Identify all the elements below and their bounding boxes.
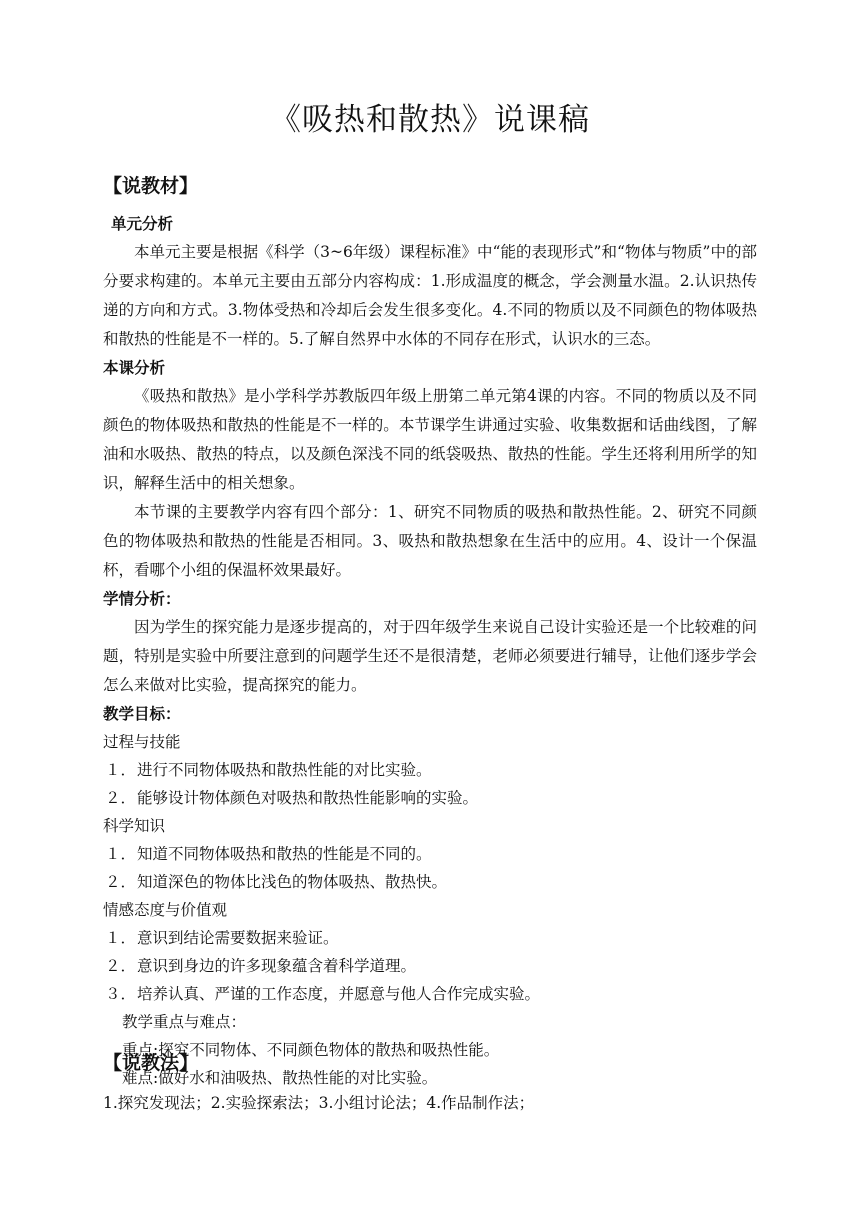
list-item: ２．能够设计物体颜色对吸热和散热性能影响的实验。 (105, 789, 479, 807)
unit-analysis-paragraph: 本单元主要是根据《科学（3~6年级）课程标准》中“能的表现形式”和“物体与物质”中的部分要求构建的。本单元主要由五部分内容构成：1.形成温度的概念，学会测量水温。2.认识热传递的方向和方式。3.物体受热和冷却后会发生很多变化。4.不同的物质以及不同颜色的物体吸热和散热的性能是不一样的。5.了解自然界中水体的不同存在形式，认识水的三态。 (103, 243, 757, 348)
key-difficult-label: 教学重点与难点： (122, 1013, 247, 1031)
list-item: ３．培养认真、严谨的工作态度，并愿意与他人合作完成实验。 (105, 985, 541, 1003)
main-content (103, 210, 757, 1092)
attitude-values-label: 情感态度与价值观 (103, 901, 228, 919)
list-item: ２．意识到身边的许多现象蕴含着科学道理。 (105, 957, 417, 975)
science-knowledge-label: 科学知识 (103, 817, 166, 835)
lesson-analysis-heading: 本课分析 (103, 359, 166, 377)
student-analysis-heading: 学情分析： (103, 590, 181, 608)
unit-analysis-heading: 单元分析 (111, 215, 174, 233)
list-item: １．进行不同物体吸热和散热性能的对比实验。 (105, 761, 432, 779)
list-item: １．知道不同物体吸热和散热的性能是不同的。 (105, 845, 432, 863)
section-heading-jiaofa: 【说教法】 (103, 1052, 199, 1074)
list-item: １．意识到结论需要数据来验证。 (105, 929, 339, 947)
section-heading-jiaocai: 【说教材】 (103, 175, 199, 197)
student-analysis-paragraph: 因为学生的探究能力是逐步提高的，对于四年级学生来说自己设计实验还是一个比较难的问题，特别是实验中所要注意到的问题学生还不是很清楚，老师必须要进行辅导，让他们逐步学会怎么来做对比实验，提高探究的能力。 (103, 618, 757, 694)
lesson-analysis-paragraph-2: 本节课的主要教学内容有四个部分：1、研究不同物质的吸热和散热性能。2、研究不同颜色的物体吸热和散热的性能是否相同。3、吸热和散热想象在生活中的应用。4、设计一个保温杯，看哪个小组的保温杯效果最好。 (103, 503, 757, 579)
document-title: 《吸热和散热》说课稿 (270, 102, 590, 138)
list-item: ２．知道深色的物体比浅色的物体吸热、散热快。 (105, 873, 448, 891)
goals-heading: 教学目标： (103, 705, 181, 723)
key-point: 重点:探究不同物体、不同颜色物体的散热和吸热性能。 (122, 1041, 500, 1059)
process-skills-label: 过程与技能 (103, 733, 181, 751)
teaching-methods-list: 1.探究发现法；2.实验探索法；3.小组讨论法；4.作品制作法； (103, 1094, 535, 1112)
lesson-analysis-paragraph-1: 《吸热和散热》是小学科学苏教版四年级上册第二单元第4课的内容。不同的物质以及不同颜色的物体吸热和散热的性能是不一样的。本节课学生讲通过实验、收集数据和话曲线图，了解油和水吸热、散热的特点，以及颜色深浅不同的纸袋吸热、散热的性能。学生还将利用所学的知识，解释生活中的相关想象。 (103, 387, 757, 492)
difficult-point: 难点:做好水和油吸热、散热性能的对比实验。 (122, 1069, 438, 1087)
